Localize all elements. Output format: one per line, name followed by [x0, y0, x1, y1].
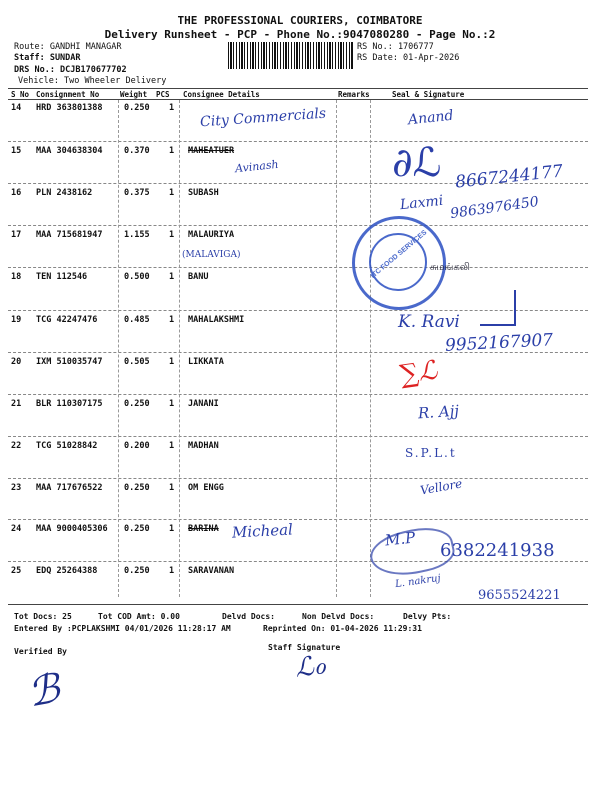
row-consignee: BANU [188, 272, 209, 282]
row-cons: MAA 9000405306 [36, 524, 108, 534]
row-consignee: MAHEATUER [188, 146, 235, 156]
company-title: THE PROFESSIONAL COURIERS, COIMBATORE [177, 14, 423, 27]
row-pcs: 1 [169, 188, 175, 198]
row-divider [8, 519, 588, 520]
row-weight: 0.250 [124, 566, 150, 576]
row-consignee: LIKKATA [188, 357, 224, 367]
route-label: Route: GANDHI MANAGAR [14, 42, 122, 52]
row-weight: 0.500 [124, 272, 150, 282]
row-cons: PLN 2438162 [36, 188, 93, 198]
delivered-docs: Delvd Docs: [222, 612, 275, 621]
column-header: Consignee Details [183, 90, 260, 99]
row-divider [8, 267, 588, 268]
phone-15: 8667244177 [454, 161, 564, 193]
row-cons: BLR 110307175 [36, 399, 103, 409]
handwritten-consignee-15: Avinash [234, 157, 280, 176]
row-divider [8, 561, 588, 562]
row-consignee: SUBASH [188, 188, 219, 198]
row-sno: 17 [11, 230, 22, 240]
signature-25: L. nakruj [394, 572, 442, 591]
row-pcs: 1 [169, 103, 175, 113]
signature-23: Vellore [419, 476, 464, 498]
row-weight: 0.485 [124, 315, 150, 325]
row-consignee: SARAVANAN [188, 566, 235, 576]
row-pcs: 1 [169, 146, 175, 156]
reprinted-on: Reprinted On: 01-04-2026 11:29:31 [263, 624, 422, 633]
verifier-signature: ℬ [24, 665, 64, 717]
vehicle-label: Vehicle: Two Wheeler Delivery [18, 76, 167, 86]
row-sno: 22 [11, 441, 22, 451]
signature-19-flourish [480, 290, 516, 326]
row-pcs: 1 [169, 315, 175, 325]
rs-date: RS Date: 01-Apr-2026 [357, 53, 460, 63]
row-divider [8, 225, 588, 226]
column-header: Weight [120, 90, 148, 99]
row-weight: 0.250 [124, 103, 150, 113]
row-sno: 15 [11, 146, 22, 156]
row-weight: 0.200 [124, 441, 150, 451]
row-cons: MAA 717676522 [36, 483, 103, 493]
verified-by-label: Verified By [14, 647, 67, 656]
staff-signature: ℒℴ [293, 650, 328, 684]
signature-14: Anand [407, 107, 455, 129]
delivery-points: Delvy Pts: [403, 612, 452, 621]
signature-24: M.P [384, 528, 417, 550]
row-pcs: 1 [169, 399, 175, 409]
row-pcs: 1 [169, 524, 175, 534]
row-cons: MAA 715681947 [36, 230, 103, 240]
drs-number: DRS No.: DCJB170677702 [14, 65, 127, 75]
handwritten-consignee-17: (MALAVIGA) [182, 250, 241, 260]
signature-15: ∂ℒ [392, 140, 442, 186]
handwritten-consignee-24: Micheal [231, 520, 294, 542]
signature-22: S.P.L.t [405, 446, 457, 460]
row-sno: 21 [11, 399, 22, 409]
row-sno: 14 [11, 103, 22, 113]
entered-by: Entered By :PCPLAKSHMI 04/01/2026 11:28:17 AM [14, 624, 231, 633]
row-consignee: BARINA [188, 524, 219, 534]
row-cons: TCG 42247476 [36, 315, 98, 325]
non-delivered-docs: Non Delvd Docs: [302, 612, 375, 621]
row-weight: 0.375 [124, 188, 150, 198]
row-divider [8, 394, 588, 395]
row-pcs: 1 [169, 272, 175, 282]
row-consignee: MADHAN [188, 441, 219, 451]
row-sno: 20 [11, 357, 22, 367]
signature-16: Laxmi [399, 192, 445, 214]
row-sno: 25 [11, 566, 22, 576]
signature-20: ∑ℒ [398, 355, 440, 391]
row-consignee: OM ENGG [188, 483, 224, 493]
row-pcs: 1 [169, 566, 175, 576]
staff-signature-label: Staff Signature [268, 643, 341, 652]
rs-number: RS No.: 1706777 [357, 42, 434, 52]
staff-label: Staff: SUNDAR [14, 53, 81, 63]
tamil-note: சுமங்கலி [430, 262, 470, 273]
column-header: Seal & Signature [392, 90, 465, 99]
row-divider [8, 141, 588, 142]
phone-19: 9952167907 [444, 330, 554, 356]
signature-21: R. Ajj [417, 401, 460, 423]
row-cons: MAA 304638304 [36, 146, 103, 156]
row-weight: 0.370 [124, 146, 150, 156]
column-header: PCS [156, 90, 170, 99]
row-sno: 16 [11, 188, 22, 198]
row-pcs: 1 [169, 230, 175, 240]
row-weight: 0.250 [124, 483, 150, 493]
total-cod: Tot COD Amt: 0.00 [98, 612, 180, 621]
row-sno: 19 [11, 315, 22, 325]
row-weight: 1.155 [124, 230, 150, 240]
column-header: S No [11, 90, 30, 99]
row-cons: HRD 363801388 [36, 103, 103, 113]
runsheet-subtitle: Delivery Runsheet - PCP - Phone No.:9047080280 - Page No.:2 [104, 28, 496, 41]
row-weight: 0.250 [124, 399, 150, 409]
phone-24: 6382241938 [440, 540, 555, 561]
row-cons: TCG 51028842 [36, 441, 98, 451]
signature-19: K. Ravi [398, 312, 460, 332]
row-cons: EDQ 25264388 [36, 566, 98, 576]
row-weight: 0.250 [124, 524, 150, 534]
row-sno: 23 [11, 483, 22, 493]
column-header: Consignment No [36, 90, 100, 99]
phone-16: 9863976450 [449, 193, 540, 223]
row-consignee: MAHALAKSHMI [188, 315, 245, 325]
row-pcs: 1 [169, 357, 175, 367]
phone-25: 9655524221 [478, 588, 561, 603]
barcode [228, 42, 354, 69]
row-sno: 24 [11, 524, 22, 534]
row-pcs: 1 [169, 441, 175, 451]
row-pcs: 1 [169, 483, 175, 493]
stamp-text: ITC FOOD SERVICES [369, 229, 429, 280]
row-weight: 0.505 [124, 357, 150, 367]
row-divider [8, 436, 588, 437]
row-divider [8, 478, 588, 479]
column-header: Remarks [338, 90, 370, 99]
row-consignee: MALAURIYA [188, 230, 235, 240]
total-docs: Tot Docs: 25 [14, 612, 72, 621]
row-cons: TEN 112546 [36, 272, 88, 282]
row-consignee: JANANI [188, 399, 219, 409]
row-sno: 18 [11, 272, 22, 282]
row-cons: IXM 510035747 [36, 357, 103, 367]
handwritten-consignee-14: City Commercials [199, 105, 327, 131]
